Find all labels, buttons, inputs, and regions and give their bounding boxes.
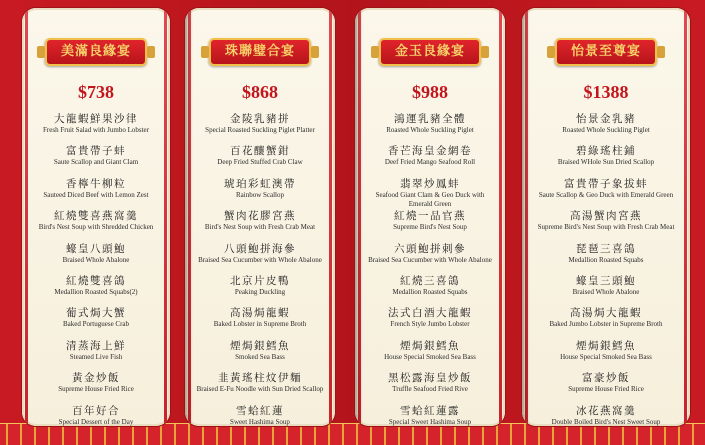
dish-item bbox=[22, 404, 170, 426]
dish-chinese-name: 琥珀彩虹澳帶 bbox=[224, 177, 296, 190]
dish-item bbox=[355, 339, 505, 371]
dish-chinese-name: 葡式焗大蟹 bbox=[66, 307, 126, 320]
dish-chinese-name: 紅燒一品官燕 bbox=[394, 210, 466, 223]
dish-chinese-name: 雪蛤紅蓮露 bbox=[400, 404, 460, 417]
dish-chinese-name: 冰花燕窩羹 bbox=[576, 404, 636, 417]
dish-item bbox=[22, 371, 170, 403]
dish-chinese-name: 煙焗銀鱈魚 bbox=[400, 339, 460, 352]
menu-price: $738 bbox=[78, 82, 114, 102]
menu-panel-2 bbox=[185, 8, 335, 426]
dish-english-name: French Style Jumbo Lobster bbox=[390, 320, 470, 329]
dish-chinese-name: 碧綠瑤柱鋪 bbox=[576, 145, 636, 158]
dish-english-name: Deep Fried Stuffed Crab Claw bbox=[217, 158, 303, 167]
dish-item bbox=[522, 404, 690, 426]
menu-price: $988 bbox=[412, 82, 448, 102]
dish-chinese-name: 煙焗銀鱈魚 bbox=[230, 339, 290, 352]
dish-chinese-name: 香檸牛柳粒 bbox=[66, 177, 126, 190]
dish-chinese-name: 翡翠炒鳳蚌 bbox=[400, 177, 460, 190]
dish-english-name: Double Boiled Bird's Nest Sweet Soup bbox=[551, 417, 661, 426]
dish-item bbox=[522, 371, 690, 403]
dish-chinese-name: 八頭鮑拼海參 bbox=[224, 242, 296, 255]
dish-chinese-name: 富豪炒飯 bbox=[582, 372, 630, 385]
dish-item bbox=[355, 112, 505, 144]
dish-chinese-name: 怡景金乳豬 bbox=[576, 113, 636, 125]
dish-english-name: Baked Portuguese Crab bbox=[62, 320, 130, 329]
dish-item bbox=[185, 404, 335, 426]
dish-item bbox=[355, 242, 505, 274]
dish-chinese-name: 蠔皇三頭鮑 bbox=[576, 274, 636, 287]
dish-english-name: Fresh Fruit Salad with Jumbo Lobster bbox=[43, 126, 149, 134]
dish-english-name: Special Sweet Hashima Soup bbox=[388, 417, 472, 426]
dish-chinese-name: 大龍蝦鮮果沙律 bbox=[54, 113, 138, 125]
menu-title: 珠聯璧合宴 bbox=[209, 38, 311, 66]
dish-item bbox=[22, 339, 170, 371]
dish-list bbox=[185, 112, 335, 426]
dish-item bbox=[185, 144, 335, 176]
dish-chinese-name: 高湯蟹肉宮燕 bbox=[570, 210, 642, 223]
dish-english-name: Bird's Nest Soup with Fresh Crab Meat bbox=[204, 223, 316, 232]
dish-list bbox=[22, 112, 170, 426]
dish-chinese-name: 煙焗銀鱈魚 bbox=[576, 339, 636, 352]
dish-item bbox=[185, 209, 335, 241]
dish-chinese-name: 琵琶三喜鴿 bbox=[576, 242, 636, 255]
dish-item bbox=[22, 242, 170, 274]
dish-english-name: Medallion Roasted Squabs bbox=[392, 287, 468, 296]
dish-english-name: Special Roasted Suckling Piglet Platter bbox=[205, 126, 315, 134]
dish-english-name: Saute Scallop and Giant Clam bbox=[53, 158, 139, 167]
dish-chinese-name: 高湯焗龍蝦 bbox=[230, 307, 290, 320]
dish-item bbox=[522, 209, 690, 241]
dish-english-name: Smoked Sea Bass bbox=[235, 352, 285, 361]
decorative-border bbox=[0, 423, 705, 445]
dish-item bbox=[522, 242, 690, 274]
dish-chinese-name: 富貴帶子蚌 bbox=[66, 145, 126, 158]
dish-english-name: Braised WHole Sun Dried Scallop bbox=[557, 158, 655, 167]
dish-english-name: Braised Whole Abalone bbox=[572, 287, 640, 296]
dish-item bbox=[185, 112, 335, 144]
dish-chinese-name: 蟹肉花膠宮燕 bbox=[224, 210, 296, 223]
dish-english-name: Braised E-Fu Noodle with Sun Dried Scallop bbox=[196, 385, 324, 394]
dish-item bbox=[22, 274, 170, 306]
dish-english-name: Special Dessert of the Day bbox=[58, 417, 134, 426]
dish-item bbox=[522, 306, 690, 338]
dish-english-name: Supreme House Fried Rice bbox=[568, 385, 644, 394]
menu-price: $868 bbox=[242, 82, 278, 102]
dish-english-name: Seafood Giant Clam & Geo Duck with bbox=[375, 190, 485, 199]
dish-item bbox=[185, 306, 335, 338]
dish-english-name: House Special Smoked Sea Bass bbox=[384, 352, 476, 361]
menu-price: $1388 bbox=[583, 82, 629, 102]
dish-chinese-name: 鴻運乳豬全體 bbox=[394, 113, 466, 125]
dish-chinese-name: 紅燒三喜鴿 bbox=[400, 274, 460, 287]
dish-chinese-name: 百年好合 bbox=[72, 404, 120, 417]
dish-english-name: Roasted Whole Suckling Piglet bbox=[562, 126, 650, 134]
dish-item bbox=[185, 242, 335, 274]
dish-item bbox=[22, 112, 170, 144]
dish-english-name: Medallion Roasted Squabs bbox=[568, 255, 644, 264]
dish-chinese-name: 百花釀蟹鉗 bbox=[230, 145, 290, 158]
dish-chinese-name: 法式白酒大龍蝦 bbox=[388, 307, 472, 320]
dish-chinese-name: 黑松露海皇炒飯 bbox=[388, 372, 472, 385]
dish-list bbox=[355, 112, 505, 426]
dish-chinese-name: 蠔皇八頭鮑 bbox=[66, 242, 126, 255]
dish-english-name: Supreme Bird's Nest Soup with Fresh Crab Meat bbox=[537, 223, 675, 232]
dish-item bbox=[522, 339, 690, 371]
menu-panel-1 bbox=[22, 8, 170, 426]
dish-item bbox=[185, 177, 335, 209]
dish-english-name: Saute Scallop & Geo Duck with Emerald Green bbox=[538, 190, 674, 199]
dish-chinese-name: 清蒸海上鮮 bbox=[66, 339, 126, 352]
dish-item bbox=[355, 209, 505, 241]
dish-english-name: Sweet Hashima Soup bbox=[230, 417, 290, 426]
dish-chinese-name: 紅燒雙喜鴿 bbox=[66, 274, 126, 287]
dish-english-name: House Special Smoked Sea Bass bbox=[560, 352, 652, 361]
dish-chinese-name: 北京片皮鴨 bbox=[230, 274, 290, 287]
dish-chinese-name: 六頭鮑拼刺參 bbox=[394, 242, 466, 255]
dish-english-name: Supreme House Fried Rice bbox=[58, 385, 134, 394]
dish-item bbox=[22, 306, 170, 338]
menu-title: 金玉良緣宴 bbox=[379, 38, 481, 66]
dish-item bbox=[185, 274, 335, 306]
dish-chinese-name: 富貴帶子象拔蚌 bbox=[564, 177, 648, 190]
dish-item bbox=[185, 371, 335, 403]
dish-item bbox=[522, 112, 690, 144]
dish-chinese-name: 香芒海皇金網卷 bbox=[388, 145, 472, 158]
dish-english-name: Truffle Seafood Fried Rive bbox=[392, 385, 468, 394]
dish-english-name: Deef Fried Mango Seafood Roll bbox=[384, 158, 476, 167]
dish-chinese-name: 韭黃瑤柱炆伊麵 bbox=[218, 372, 302, 385]
dish-item bbox=[355, 177, 505, 209]
dish-english-name: Peaking Duckling bbox=[234, 287, 286, 296]
dish-item bbox=[355, 371, 505, 403]
dish-english-name: Sauteed Diced Beef with Lemon Zest bbox=[43, 190, 149, 199]
dish-item bbox=[22, 209, 170, 241]
dish-chinese-name: 金陵乳豬拼 bbox=[230, 113, 290, 125]
menu-title: 怡景至尊宴 bbox=[555, 38, 657, 66]
dish-item bbox=[522, 177, 690, 209]
dish-chinese-name: 高湯焗大龍蝦 bbox=[570, 307, 642, 320]
dish-english-name: Baked Lobster in Supreme Broth bbox=[213, 320, 307, 329]
dish-english-name: Baked Jumbo Lobster in Supreme Broth bbox=[549, 320, 663, 329]
dish-chinese-name: 雪蛤紅蓮 bbox=[236, 404, 284, 417]
dish-item bbox=[22, 177, 170, 209]
dish-item bbox=[522, 144, 690, 176]
menu-title: 美滿良緣宴 bbox=[45, 38, 147, 66]
dish-english-name: Roasted Whole Suckling Piglet bbox=[386, 126, 474, 134]
dish-list bbox=[522, 112, 690, 426]
dish-english-name: Rainbow Scallop bbox=[235, 190, 285, 199]
dish-item bbox=[22, 144, 170, 176]
dish-item bbox=[355, 306, 505, 338]
dish-item bbox=[522, 274, 690, 306]
dish-chinese-name: 黃金炒飯 bbox=[72, 372, 120, 385]
dish-english-name: Supreme Bird's Nest Soup bbox=[393, 223, 467, 232]
dish-english-name-line2: Emerald Green bbox=[408, 199, 452, 208]
dish-item bbox=[355, 144, 505, 176]
dish-item bbox=[355, 404, 505, 426]
menu-panel-4 bbox=[522, 8, 690, 426]
dish-item bbox=[355, 274, 505, 306]
dish-english-name: Braised Sea Cucumber with Whole Abalone bbox=[198, 255, 322, 264]
dish-english-name: Braised Sea Cucumber with Whole Abalone bbox=[368, 255, 492, 264]
dish-item bbox=[185, 339, 335, 371]
dish-english-name: Braised Whole Abalone bbox=[62, 255, 130, 264]
dish-english-name: Steamed Live Fish bbox=[69, 352, 123, 361]
menu-panel-3 bbox=[355, 8, 505, 426]
dish-english-name: Bird's Nest Soup with Shredded Chicken bbox=[38, 223, 154, 232]
dish-chinese-name: 紅燒雙喜燕窩羹 bbox=[54, 210, 138, 223]
dish-english-name: Medallion Roasted Squabs(2) bbox=[54, 287, 138, 296]
